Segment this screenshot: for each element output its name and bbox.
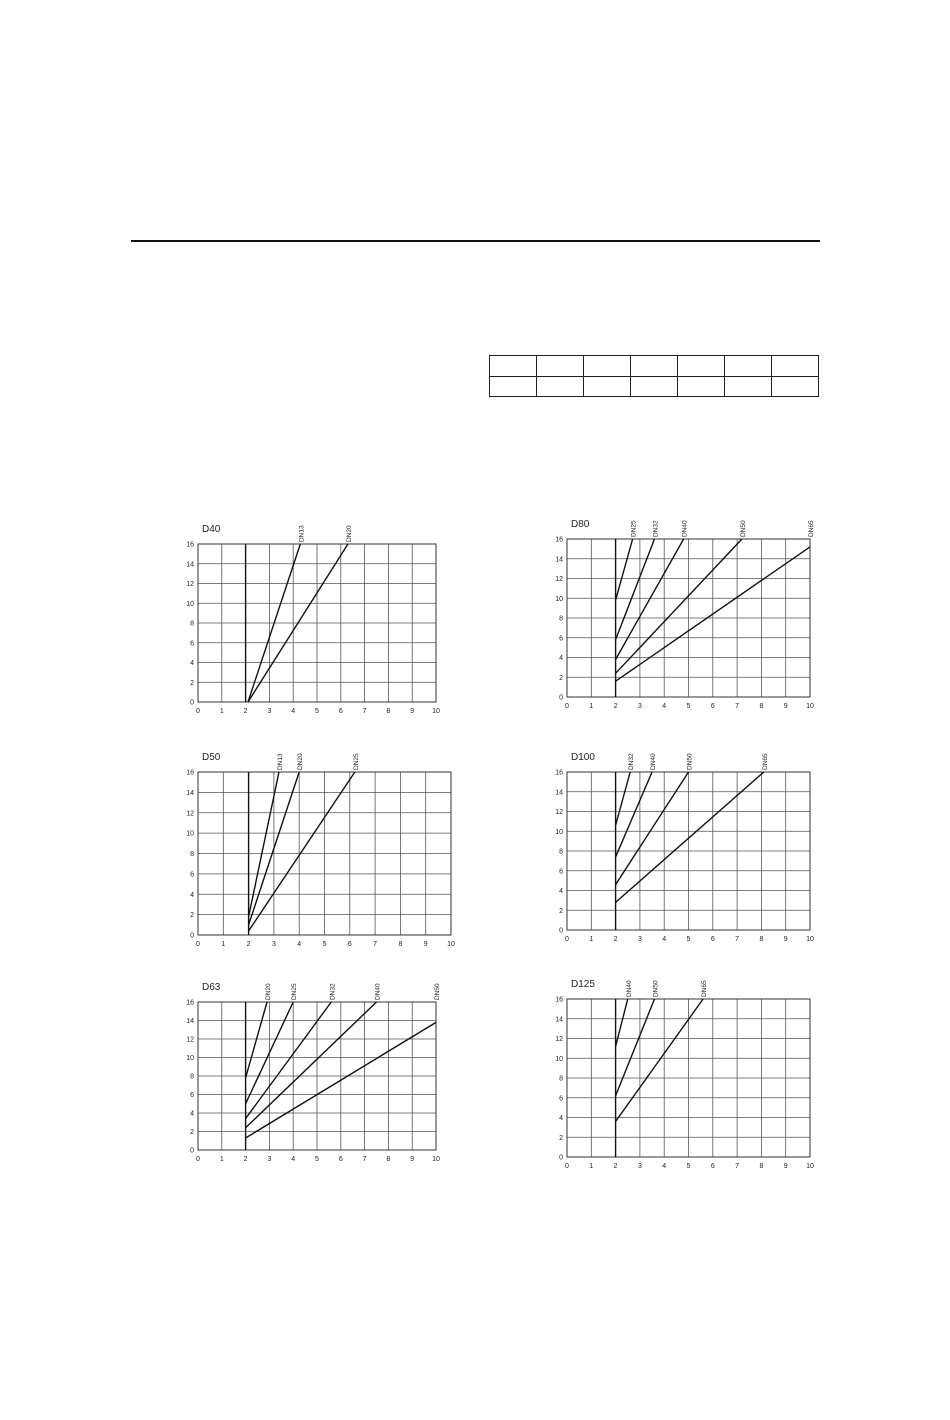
x-tick-label: 8 xyxy=(386,708,391,715)
table-cell xyxy=(678,356,725,377)
x-tick-label: 1 xyxy=(221,941,226,948)
table-cell xyxy=(631,356,678,377)
x-tick-label: 5 xyxy=(315,1156,319,1163)
x-tick-label: 3 xyxy=(267,708,272,715)
x-tick-label: 2 xyxy=(613,1163,618,1170)
y-tick-label: 16 xyxy=(555,996,563,1004)
x-tick-label: 6 xyxy=(710,1163,715,1170)
y-tick-label: 2 xyxy=(190,1129,194,1136)
series-label: DN25 xyxy=(291,983,299,1000)
series-line xyxy=(616,999,628,1046)
x-tick-label: 10 xyxy=(806,1163,814,1170)
y-tick-label: 4 xyxy=(190,660,194,667)
series-line xyxy=(616,539,633,600)
table-cell xyxy=(772,376,819,397)
y-tick-label: 12 xyxy=(555,576,563,583)
series-label: DN50 xyxy=(652,980,660,997)
x-tick-label: 9 xyxy=(410,1156,415,1163)
y-tick-label: 10 xyxy=(186,1055,194,1062)
x-tick-label: 0 xyxy=(565,1163,569,1170)
x-tick-label: 7 xyxy=(362,708,367,715)
x-tick-label: 10 xyxy=(806,703,814,710)
series-label: DN40 xyxy=(681,520,689,537)
series-label: DN50 xyxy=(686,753,694,770)
x-tick-label: 10 xyxy=(432,1156,440,1163)
chart-d40 xyxy=(176,520,446,720)
y-tick-label: 0 xyxy=(559,927,563,935)
x-tick-label: 9 xyxy=(783,1163,788,1170)
y-tick-label: 10 xyxy=(186,830,194,838)
x-tick-label: 1 xyxy=(219,1156,224,1163)
table-cell xyxy=(490,376,537,397)
x-tick-label: 5 xyxy=(686,1163,691,1170)
x-tick-label: 5 xyxy=(315,708,319,715)
series-line xyxy=(616,772,631,825)
y-tick-label: 4 xyxy=(190,891,194,899)
x-tick-label: 0 xyxy=(196,941,200,948)
chart-d63 xyxy=(176,978,446,1168)
y-tick-label: 4 xyxy=(559,888,563,895)
y-tick-label: 6 xyxy=(559,1095,563,1103)
x-tick-label: 3 xyxy=(637,1163,642,1170)
chart-svg xyxy=(545,975,820,1175)
x-tick-label: 0 xyxy=(196,1156,200,1163)
table-cell xyxy=(584,356,631,377)
chart-title: D100 xyxy=(571,752,595,763)
x-tick-label: 8 xyxy=(398,941,403,948)
table-cell xyxy=(725,376,772,397)
x-tick-label: 5 xyxy=(686,936,691,943)
table-cell xyxy=(490,356,537,377)
y-tick-label: 12 xyxy=(555,1036,563,1043)
chart-title: D50 xyxy=(202,752,221,763)
x-tick-label: 7 xyxy=(735,936,740,943)
y-tick-label: 16 xyxy=(186,541,194,549)
y-tick-label: 4 xyxy=(559,1115,563,1122)
y-tick-label: 0 xyxy=(559,694,563,702)
series-line xyxy=(616,999,703,1121)
y-tick-label: 2 xyxy=(559,674,563,682)
series-line xyxy=(249,772,355,931)
table-cell xyxy=(537,356,584,377)
chart-svg xyxy=(176,748,461,953)
series-line xyxy=(249,772,279,917)
chart-d100 xyxy=(545,748,820,948)
series-label: DN65 xyxy=(701,980,709,997)
table-cell xyxy=(725,356,772,377)
y-tick-label: 0 xyxy=(559,1154,563,1162)
x-tick-label: 7 xyxy=(373,941,378,948)
x-tick-label: 8 xyxy=(386,1156,391,1163)
series-label: DN65 xyxy=(808,520,815,537)
series-label: DN65 xyxy=(761,753,769,770)
chart-title: D40 xyxy=(202,524,221,535)
y-tick-label: 16 xyxy=(555,769,563,777)
top-rule xyxy=(131,240,820,242)
chart-d50 xyxy=(176,748,461,953)
x-tick-label: 10 xyxy=(432,708,440,715)
chart-d80 xyxy=(545,515,820,715)
y-tick-label: 14 xyxy=(186,561,194,569)
x-tick-label: 3 xyxy=(267,1156,272,1163)
y-tick-label: 10 xyxy=(186,600,194,608)
series-label: DN40 xyxy=(650,753,658,770)
x-tick-label: 2 xyxy=(613,703,618,710)
y-tick-label: 14 xyxy=(186,789,194,797)
y-tick-label: 8 xyxy=(190,620,194,628)
y-tick-label: 16 xyxy=(186,999,194,1007)
y-tick-label: 10 xyxy=(555,828,563,836)
x-tick-label: 2 xyxy=(243,1156,248,1163)
y-tick-label: 6 xyxy=(559,868,563,876)
table-cell xyxy=(772,356,819,377)
series-line xyxy=(616,772,652,857)
x-tick-label: 9 xyxy=(783,703,788,710)
y-tick-label: 12 xyxy=(555,809,563,816)
series-label: DN13 xyxy=(276,753,284,770)
x-tick-label: 8 xyxy=(759,703,764,710)
x-tick-label: 0 xyxy=(565,936,569,943)
y-tick-label: 6 xyxy=(190,1092,194,1099)
series-label: DN32 xyxy=(628,753,636,770)
y-tick-label: 8 xyxy=(559,615,563,623)
x-tick-label: 6 xyxy=(338,1156,343,1163)
table-cell xyxy=(584,376,631,397)
x-tick-label: 6 xyxy=(347,941,352,948)
y-tick-label: 10 xyxy=(555,1055,563,1063)
table-row xyxy=(490,356,819,377)
chart-title: D80 xyxy=(571,519,590,530)
series-label: DN32 xyxy=(329,983,337,1000)
x-tick-label: 4 xyxy=(291,708,296,715)
empty-table xyxy=(489,355,819,397)
y-tick-label: 2 xyxy=(190,679,194,687)
x-tick-label: 7 xyxy=(362,1156,367,1163)
y-tick-label: 4 xyxy=(190,1110,194,1118)
x-tick-label: 1 xyxy=(219,708,224,715)
x-tick-label: 7 xyxy=(735,1163,740,1170)
y-tick-label: 8 xyxy=(190,851,194,858)
y-tick-label: 4 xyxy=(559,655,563,662)
series-label: DN25 xyxy=(352,753,360,770)
x-tick-label: 3 xyxy=(271,941,276,948)
x-tick-label: 0 xyxy=(565,703,569,710)
y-tick-label: 14 xyxy=(555,789,563,797)
y-tick-label: 2 xyxy=(559,907,563,915)
y-tick-label: 0 xyxy=(190,699,194,707)
x-tick-label: 5 xyxy=(686,703,691,710)
x-tick-label: 2 xyxy=(246,941,251,948)
series-label: DN50 xyxy=(434,983,441,1000)
x-tick-label: 7 xyxy=(735,703,740,710)
x-tick-label: 0 xyxy=(196,708,200,715)
chart-d125 xyxy=(545,975,820,1175)
series-line xyxy=(616,772,689,885)
y-tick-label: 12 xyxy=(186,1036,194,1044)
x-tick-label: 9 xyxy=(410,708,415,715)
x-tick-label: 6 xyxy=(338,708,343,715)
x-tick-label: 4 xyxy=(297,941,302,948)
chart-svg xyxy=(176,978,446,1168)
chart-svg xyxy=(545,515,820,715)
series-label: DN20 xyxy=(345,525,353,542)
y-tick-label: 12 xyxy=(186,581,194,588)
y-tick-label: 6 xyxy=(559,635,563,643)
x-tick-label: 3 xyxy=(637,703,642,710)
y-tick-label: 16 xyxy=(186,769,194,777)
chart-svg xyxy=(545,748,820,948)
x-tick-label: 1 xyxy=(589,936,594,943)
chart-title: D125 xyxy=(571,979,595,990)
x-tick-label: 8 xyxy=(759,1163,764,1170)
chart-svg xyxy=(176,520,446,720)
series-label: DN32 xyxy=(652,520,660,537)
x-tick-label: 6 xyxy=(710,936,715,943)
y-tick-label: 6 xyxy=(190,640,194,648)
series-label: DN50 xyxy=(739,520,747,537)
series-line xyxy=(616,999,655,1096)
y-tick-label: 8 xyxy=(559,1075,563,1083)
series-label: DN20 xyxy=(265,983,273,1000)
series-label: DN13 xyxy=(298,525,306,542)
series-line xyxy=(246,1002,332,1119)
y-tick-label: 16 xyxy=(555,536,563,544)
table-cell xyxy=(678,376,725,397)
y-tick-label: 2 xyxy=(559,1134,563,1142)
x-tick-label: 10 xyxy=(806,936,814,943)
x-tick-label: 9 xyxy=(783,936,788,943)
x-tick-label: 4 xyxy=(291,1156,296,1163)
y-tick-label: 0 xyxy=(190,1147,194,1155)
table-cell xyxy=(537,376,584,397)
x-tick-label: 2 xyxy=(613,936,618,943)
y-tick-label: 14 xyxy=(555,556,563,564)
table-cell xyxy=(631,376,678,397)
x-tick-label: 9 xyxy=(423,941,428,948)
y-tick-label: 12 xyxy=(186,810,194,818)
x-tick-label: 4 xyxy=(662,936,667,943)
x-tick-label: 8 xyxy=(759,936,764,943)
x-tick-label: 10 xyxy=(447,941,455,948)
x-tick-label: 1 xyxy=(589,1163,594,1170)
y-tick-label: 8 xyxy=(559,848,563,856)
series-label: DN40 xyxy=(625,980,633,997)
x-tick-label: 4 xyxy=(662,703,667,710)
series-label: DN40 xyxy=(374,983,382,1000)
series-label: DN20 xyxy=(297,753,305,770)
y-tick-label: 0 xyxy=(190,932,194,940)
y-tick-label: 2 xyxy=(190,912,194,920)
table-row xyxy=(490,376,819,397)
y-tick-label: 14 xyxy=(186,1018,194,1025)
y-tick-label: 10 xyxy=(555,595,563,603)
x-tick-label: 6 xyxy=(710,703,715,710)
y-tick-label: 8 xyxy=(190,1073,194,1081)
x-tick-label: 5 xyxy=(322,941,327,948)
series-label: DN25 xyxy=(630,520,638,537)
x-tick-label: 1 xyxy=(589,703,594,710)
x-tick-label: 3 xyxy=(637,936,642,943)
chart-title: D63 xyxy=(202,982,221,993)
x-tick-label: 2 xyxy=(243,708,248,715)
y-tick-label: 14 xyxy=(555,1016,563,1024)
y-tick-label: 6 xyxy=(190,871,194,879)
x-tick-label: 4 xyxy=(662,1163,667,1170)
